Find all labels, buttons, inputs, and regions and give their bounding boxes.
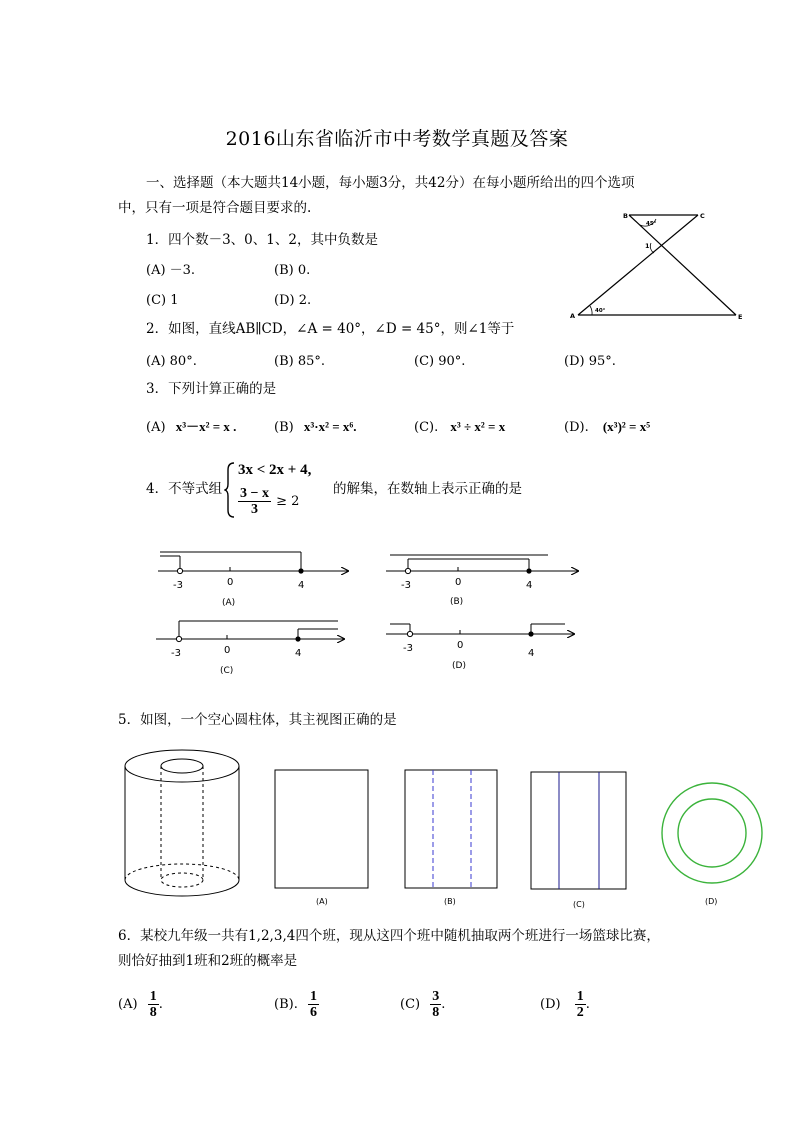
q5-label-a: (A): [316, 897, 328, 906]
label-b: B: [623, 212, 628, 220]
q3-option-b: [274, 418, 357, 437]
q6-option-c-fraction: [430, 989, 441, 1020]
q1-stem: 1．四个数－3、0、1、2，其中负数是: [146, 232, 378, 248]
label-c: C: [700, 212, 705, 220]
q3-option-a: [146, 418, 236, 437]
q6-b-numerator: 1: [309, 989, 317, 1004]
q6-option-a-fraction: [148, 989, 159, 1020]
q4-stem-suffix: 的解集，在数轴上表示正确的是: [333, 481, 522, 497]
q4-number-line-c: [156, 621, 344, 676]
q2-parallel-lines-figure: [566, 206, 750, 322]
q3-option-b-label: (B): [274, 420, 294, 435]
transversal-be: [629, 215, 736, 315]
q4-a-label: (A): [222, 598, 236, 608]
hollow-cylinder-figure: [125, 750, 239, 896]
q4-ineq2-denominator: 3: [250, 502, 258, 517]
q5-option-a-figure: [275, 770, 368, 888]
q4-b-label: (B): [450, 597, 464, 607]
q5-label-c: (C): [573, 900, 585, 909]
q6-option-c: (C) $\frac{3}{8}$ .: [400, 989, 446, 1020]
q6-option-a-label: (A): [118, 997, 138, 1012]
q2-option-d: (D) 95°.: [564, 354, 616, 369]
q6-d-numerator: 1: [576, 989, 584, 1004]
q3-option-d: [564, 418, 650, 437]
q4-c-tick-neg3: -3: [171, 648, 181, 659]
q3-option-d-label: (D).: [564, 420, 589, 435]
q6-option-a: (A) $\frac{1}{8}$ .: [118, 989, 163, 1020]
label-a: A: [570, 312, 576, 320]
q4-a-tick-0: 0: [227, 577, 234, 588]
q4-d-label: (D): [452, 661, 466, 671]
q3-option-c-label: (C).: [414, 420, 439, 435]
q4-number-line-a: [158, 552, 348, 608]
q1-option-d: (D) 2.: [274, 293, 312, 308]
q3-option-d-expr: (x³)² = x⁵: [602, 419, 651, 434]
q6-b-denominator: 6: [309, 1005, 317, 1020]
q4-inequality-2-fraction: [238, 486, 271, 517]
q4-d-tick-0: 0: [457, 640, 464, 651]
q4-number-lines: [150, 545, 590, 685]
q3-option-a-expr: x³－x² = x .: [175, 419, 237, 434]
q2-stem: 2．如图，直线AB∥CD，∠A = 40°，∠D = 45°，则∠1等于: [146, 321, 515, 337]
q4-number-line-d: [386, 624, 574, 671]
q4-d-tick-neg3: -3: [403, 643, 413, 654]
q4-d-tick-4: 4: [528, 648, 535, 659]
q6-option-b: [274, 988, 319, 1022]
label-angle-45: 45°: [646, 221, 657, 227]
q5-option-d-figure: [662, 783, 762, 883]
transversal-ca: [578, 215, 698, 315]
q4-b-tick-4: 4: [526, 580, 533, 591]
q3-stem: 3．下列计算正确的是: [146, 381, 277, 397]
q5-label-d: (D): [705, 897, 718, 906]
q4-c-label: (C): [220, 666, 234, 676]
q2-option-b: (B) 85°.: [274, 354, 326, 369]
section-instructions-line1: 一、选择题（本大题共14小题，每小题3分，共42分）在每小题所给出的四个选项: [146, 175, 635, 191]
q4-b-tick-0: 0: [455, 577, 462, 588]
q3-option-a-label: (A): [146, 420, 166, 435]
q6-a-numerator: 1: [149, 989, 157, 1004]
q4-inequality-1: 3x < 2x + 4,: [238, 462, 312, 478]
q6-stem-line1: 6．某校九年级一共有1,2,3,4四个班，现从这四个班中随机抽取两个班进行一场篮球比赛，: [118, 928, 660, 944]
q6-option-b-label: (B).: [274, 997, 298, 1012]
q6-option-b-fraction: [308, 989, 319, 1020]
q1-option-b: (B) 0.: [274, 263, 311, 278]
q6-option-d: (D) $\frac{1}{2}$ .: [540, 989, 590, 1020]
q4-c-tick-0: 0: [224, 645, 231, 656]
q5-label-b: (B): [444, 897, 456, 906]
label-angle-40: 40°: [595, 308, 606, 314]
q5-stem: 5．如图，一个空心圆柱体，其主视图正确的是: [118, 712, 397, 728]
q6-a-denominator: 8: [149, 1005, 157, 1020]
q4-c-tick-4: 4: [295, 648, 302, 659]
q3-option-c-expr: x³ ÷ x² = x: [450, 419, 506, 434]
q2-option-c: (C) 90°.: [414, 354, 466, 369]
q3-option-b-expr: x³·x² = x⁶.: [303, 419, 357, 434]
q6-option-d-label: (D): [540, 997, 561, 1012]
q4-ineq2-numerator: 3 − x: [240, 486, 269, 501]
q6-stem-line2: 则恰好抽到1班和2班的概率是: [118, 953, 298, 969]
label-angle-1: 1: [645, 242, 650, 250]
system-brace-icon: [224, 462, 236, 518]
q6-c-numerator: 3: [432, 989, 440, 1004]
q4-b-tick-neg3: -3: [401, 580, 411, 591]
section-instructions-line2: 中，只有一项是符合题目要求的.: [118, 200, 312, 216]
q1-option-c: (C) 1: [146, 293, 179, 308]
q4-ineq2-relation: ≥ 2: [276, 494, 300, 509]
q4-a-tick-neg3: -3: [173, 580, 183, 591]
q5-option-c-figure: [531, 772, 626, 889]
q4-stem-prefix: 4．不等式组: [146, 481, 223, 497]
q6-c-denominator: 8: [432, 1005, 440, 1020]
q4-a-tick-4: 4: [298, 580, 305, 591]
q6-option-c-label: (C): [400, 997, 421, 1012]
page-title: 2016山东省临沂市中考数学真题及答案: [225, 128, 569, 150]
q2-option-a: (A) 80°.: [146, 354, 197, 369]
q4-inequality-2: [238, 486, 299, 517]
q5-option-b-figure: [405, 770, 497, 888]
q6-d-denominator: 2: [576, 1005, 584, 1020]
q5-figures: [118, 742, 774, 910]
label-e: E: [738, 313, 743, 321]
q6-option-d-fraction: [575, 989, 586, 1020]
q4-number-line-b: [386, 555, 578, 607]
q1-option-a: (A) －3.: [146, 263, 196, 278]
q3-option-c: [414, 418, 505, 437]
